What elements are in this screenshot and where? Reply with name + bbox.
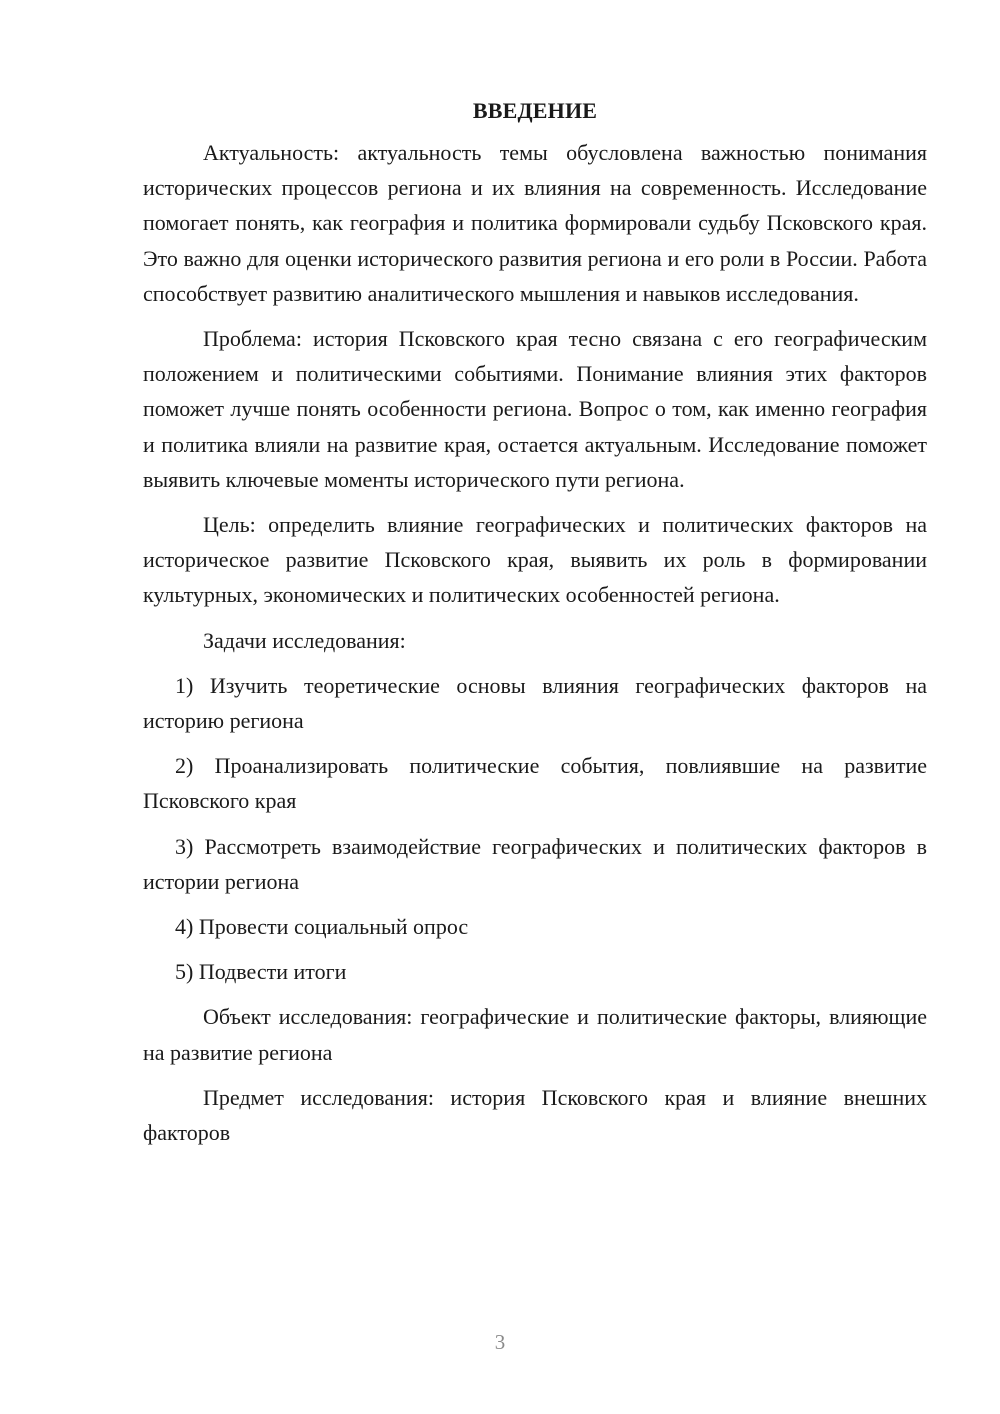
relevance-paragraph: Актуальность: актуальность темы обусловлена важностью понимания исторических процессов региона и их влияния на современность. Исследование помогает понять, как география и политика формировали судьбу Псковского края. Это важно для оценки исторического развития региона и его роли в России. Работа способствует развитию аналитического мышления и навыков исследования. [143,140,927,306]
task-item-3: 3) Рассмотреть взаимодействие географических и политических факторов в истории региона [143,833,927,894]
task-item-1: 1) Изучить теоретические основы влияния географических факторов на историю региона [143,672,927,734]
problem-paragraph: Проблема: история Псковского края тесно связана с его географическим положением и политическими событиями. Понимание влияния этих факторов поможет лучше понять особенности региона. Вопрос о том, как именно география и политика влияли на развитие края, остается актуальным. Исследование поможет выявить ключевые моменты исторического пути региона. [143,326,927,492]
goal-paragraph: Цель: определить влияние географических и политических факторов на историческое развитие Псковского края, выявить их роль в формировании культурных, экономических и политических особенностей региона. [143,512,927,608]
task-item-2: 2) Проанализировать политические события, повлиявшие на развитие Псковского края [143,753,927,814]
task-item-4: 4) Провести социальный опрос [175,914,469,940]
subject-paragraph: Предмет исследования: история Псковского края и влияние внешних факторов [143,1084,927,1146]
object-paragraph: Объект исследования: географические и политические факторы, влияющие на развитие региона [143,1004,927,1065]
page-number: 3 [494,1330,506,1354]
document-page [143,96,927,1160]
task-item-5: 5) Подвести итоги [175,959,347,985]
tasks-title: Задачи исследования: [203,627,406,653]
page-title: ВВЕДЕНИЕ [472,98,598,123]
